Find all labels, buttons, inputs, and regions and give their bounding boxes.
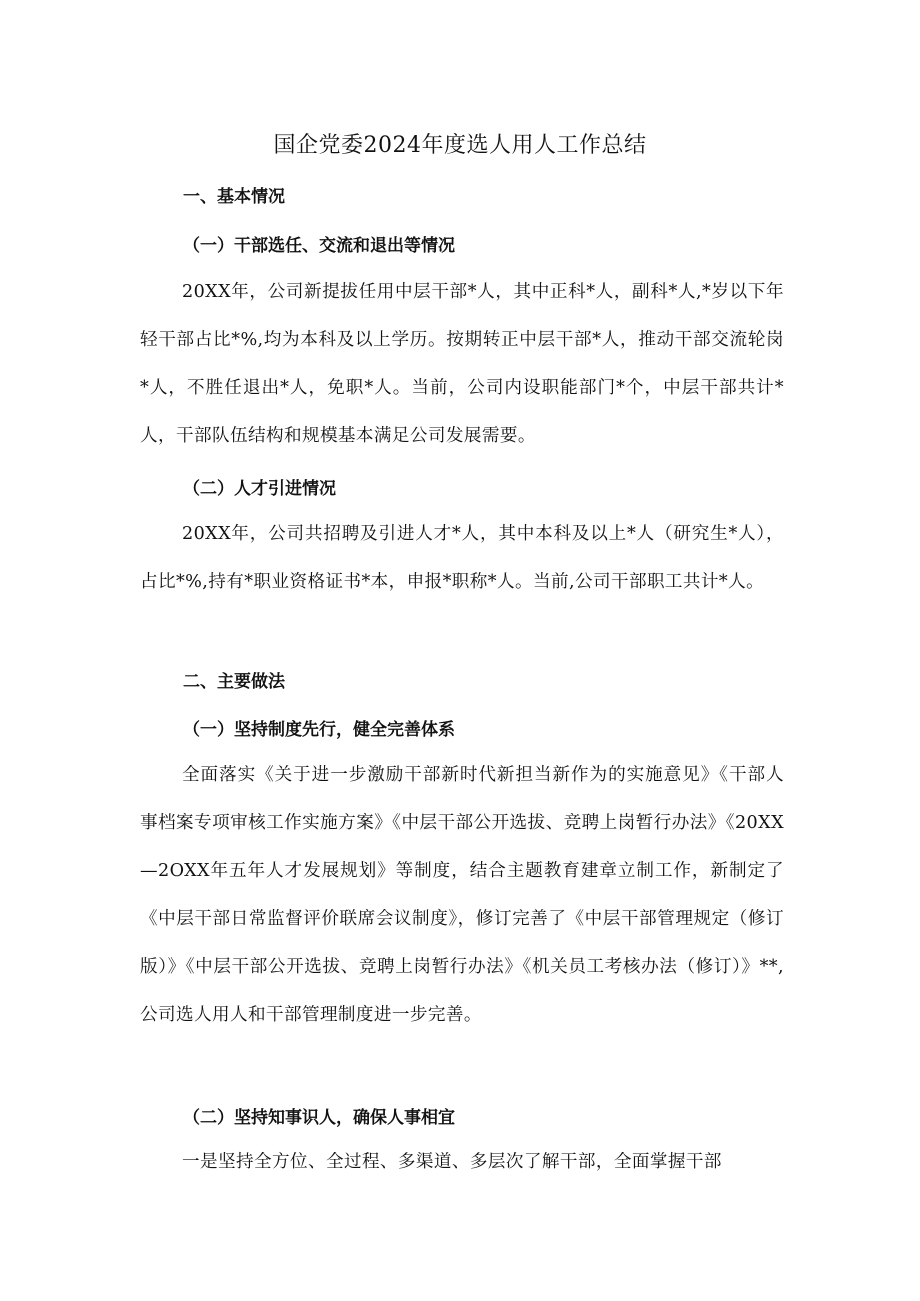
document-title: 国企党委2024年度选人用人工作总结 (273, 133, 647, 158)
paragraph-talent-introduction: 20XX年，公司共招聘及引进人才*人，其中本科及以上*人（研究生*人），占比*%,持有*职业资格证书*本，申报*职称*人。当前,公司干部职工共计*人。 (140, 524, 784, 592)
paragraph-system-first: 全面落实《关于进一步激励干部新时代新担当新作为的实施意见》《干部人事档案专项审核工作实施方案》《中层干部公开选拔、竞聘上岗暂行办法》《20XX—2OXX年五年人才发展规划》等制度，结合主题教育建章立制工作，新制定了《中层干部日常监督评价联席会议制度》，修订完善了《中层干部管理规定（修订版）》《中层干部公开选拔、竞聘上岗暂行办法》《机关员工考核办法（修订）》**,公司选人用人和干部管理制度进一步完善。 (140, 765, 784, 1025)
subsection-heading-know-people: （二）坚持知事识人，确保人事相宜 (183, 1108, 455, 1128)
paragraph-know-people: 一是坚持全方位、全过程、多渠道、多层次了解干部，全面掌握干部 (182, 1152, 722, 1172)
subsection-heading-cadre-selection: （一）干部选任、交流和退出等情况 (183, 236, 455, 256)
subsection-heading-system-first: （一）坚持制度先行，健全完善体系 (183, 720, 455, 740)
paragraph-cadre-selection: 20XX年，公司新提拔任用中层干部*人，其中正科*人，副科*人,*岁以下年轻干部占比*%,均为本科及以上学历。按期转正中层干部*人，推动干部交流轮岗*人，不胜任退出*人，免职*人。当前，公司内设职能部门*个，中层干部共计*人，干部队伍结构和规模基本满足公司发展需要。 (140, 282, 784, 446)
section-heading-main-practices: 二、主要做法 (183, 672, 285, 692)
section-heading-basic-situation: 一、基本情况 (183, 187, 285, 207)
subsection-heading-talent-introduction: （二）人才引进情况 (183, 479, 336, 499)
